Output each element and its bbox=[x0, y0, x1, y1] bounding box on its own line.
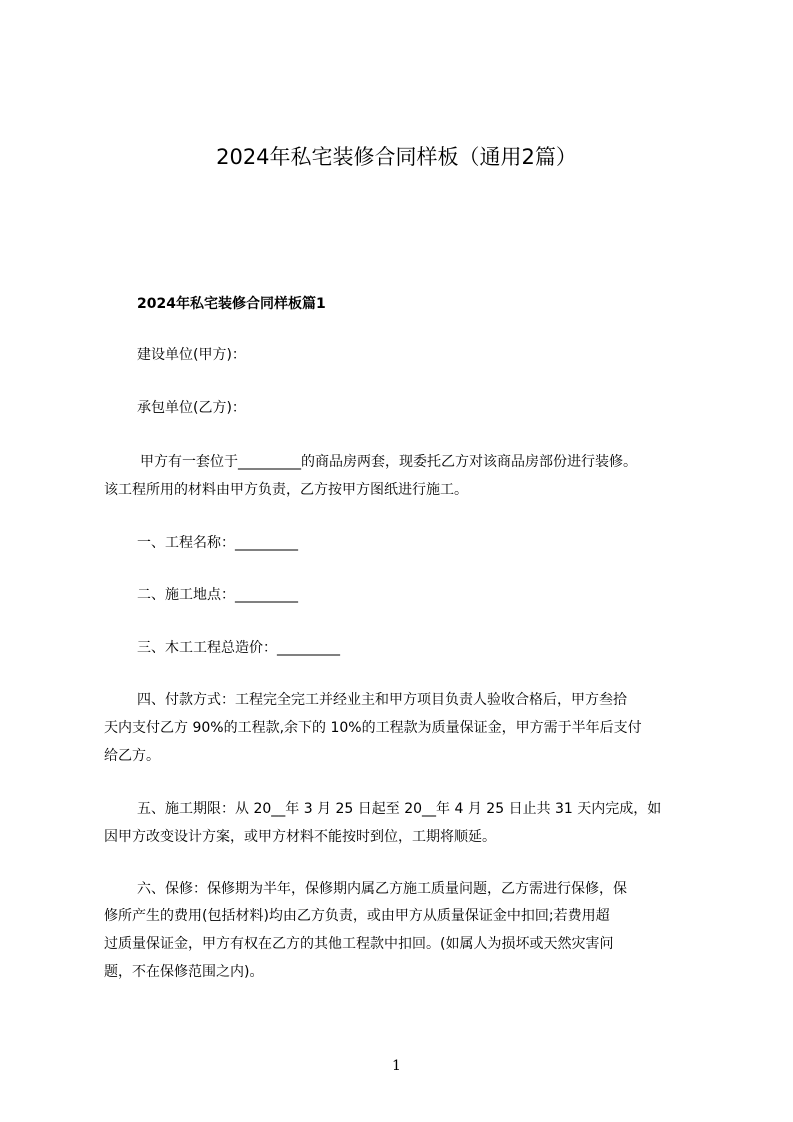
document-title: 2024年私宅装修合同样板（通用2篇） bbox=[216, 145, 577, 169]
paragraph-line: 修所产生的费用(包括材料)均由乙方负责，或由甲方从质量保证金中扣回;若费用超 bbox=[104, 908, 610, 924]
paragraph-line: 该工程所用的材料由甲方负责，乙方按甲方图纸进行施工。 bbox=[104, 482, 468, 498]
section-heading: 2024年私宅装修合同样板篇1 bbox=[137, 296, 326, 312]
item-project-name: 一、工程名称：_________ bbox=[137, 535, 298, 551]
paragraph-line: 六、保修：保修期为半年，保修期内属乙方施工质量问题，乙方需进行保修，保 bbox=[137, 881, 627, 897]
party-b-label: 承包单位(乙方)： bbox=[137, 400, 246, 416]
paragraph-line: 给乙方。 bbox=[104, 748, 160, 764]
item-site-location: 二、施工地点：_________ bbox=[137, 587, 298, 603]
page-number: 1 bbox=[392, 1058, 401, 1074]
party-a-label: 建设单位(甲方)： bbox=[137, 347, 246, 363]
paragraph-line: 过质量保证金，甲方有权在乙方的其他工程款中扣回。(如属人为损坏或天然灾害问 bbox=[104, 936, 614, 952]
paragraph-line: 因甲方改变设计方案，或甲方材料不能按时到位，工期将顺延。 bbox=[104, 829, 496, 845]
paragraph-line: 天内支付乙方 90%的工程款,余下的 10%的工程款为质量保证金，甲方需于半年后支付 bbox=[104, 720, 642, 736]
paragraph-line: 四、付款方式：工程完全完工并经业主和甲方项目负责人验收合格后，甲方叁拾 bbox=[137, 692, 627, 708]
paragraph-line: 题，不在保修范围之内)。 bbox=[104, 964, 264, 980]
paragraph-line: 五、施工期限：从 20__年 3 月 25 日起至 20__年 4 月 25 日止共 31 天内完成，如 bbox=[137, 801, 662, 817]
item-total-cost: 三、木工工程总造价：_________ bbox=[137, 640, 340, 656]
paragraph-line: 甲方有一套位于_________的商品房两套，现委托乙方对该商品房部份进行装修。 bbox=[140, 454, 637, 470]
